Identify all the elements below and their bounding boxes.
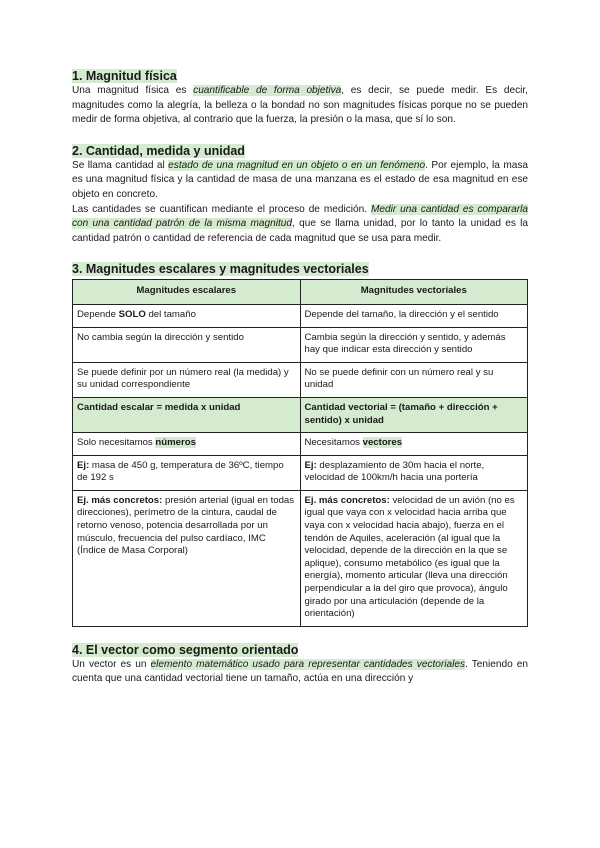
table-header-row (73, 280, 528, 305)
text: . Teniendo en cuenta que una cantidad vectorial tiene un tamaño, actúa en una dirección y (72, 658, 528, 685)
table-cell (300, 433, 528, 456)
table-row (73, 362, 528, 397)
table-cell: No cambia según la dirección y sentido (73, 327, 301, 362)
highlight: vectores (362, 437, 403, 449)
bold-text: Ej: (77, 459, 90, 471)
text: del tamaño (145, 308, 196, 320)
highlight: estado de una magnitud en un objeto o en un fenómeno (168, 159, 426, 171)
table-cell: Se puede definir por un número real (la medida) y su unidad correspondiente (73, 362, 301, 397)
table-cell: Depende del tamaño, la dirección y el sentido (300, 304, 528, 327)
table-row (73, 433, 528, 456)
section-4-paragraph (72, 658, 528, 687)
section-3-heading (72, 261, 528, 277)
text: , es decir, se puede medir. Es decir, magnitudes como la alegría, la belleza o la bondad no son magnitudes físicas porque no se pueden medir de forma objetiva, al contrario que la fuerza, la presión o la masa, que sí lo son. (72, 85, 528, 126)
text: velocidad de un avión (no es igual que vaya con x velocidad hacia arriba que vaya con x velocidad hacia abajo), fuerza en el tendón de Aquiles, aceleración (al igual que la velocidad, depende de la dirección en la que se aplique), consumo metabólico (es igual que la energía), momento articular (lleva una dirección perpendicular a la del giro que provoca), ángulo girado por una articulación (depende de la orientación) (304, 494, 515, 620)
table-cell: Cantidad escalar = medida x unidad (73, 397, 301, 432)
section-2-paragraph-1 (72, 159, 528, 203)
bold-text: Ej. más concretos: (304, 494, 390, 506)
table-cell (73, 455, 301, 490)
text: Una magnitud física es (72, 85, 194, 96)
table-header: Magnitudes vectoriales (300, 280, 528, 305)
text: Depende (77, 308, 119, 320)
highlight: cuantificable de forma objetiva (193, 85, 342, 96)
text: Se llama cantidad al (72, 159, 169, 171)
bold-text: SOLO (118, 308, 146, 320)
section-2-paragraph-2 (72, 203, 528, 247)
table-cell: No se puede definir con un número real y su unidad (300, 362, 528, 397)
section-4-title: 4. El vector como segmento orientado (72, 642, 299, 657)
table-row (73, 304, 528, 327)
section-1-paragraph (72, 84, 528, 128)
table-cell (73, 490, 301, 626)
section-1-heading (72, 68, 528, 84)
table-row (73, 327, 528, 362)
table-cell (73, 304, 301, 327)
text: . Por ejemplo, la masa es una magnitud física y la cantidad de masa de una manzana es el estado de esa magnitud en ese objeto en concreto. (72, 159, 529, 200)
section-3-title: 3. Magnitudes escalares y magnitudes vectoriales (72, 262, 369, 277)
table-cell: Cantidad vectorial = (tamaño + dirección + sentido) x unidad (300, 397, 528, 432)
section-1-title: 1. Magnitud física (72, 69, 177, 83)
text: masa de 450 g, temperatura de 36ºC, tiempo de 192 s (77, 459, 284, 484)
table-row (73, 490, 528, 626)
bold-text: Ej: (304, 459, 317, 471)
text: Solo necesitamos (77, 437, 156, 449)
table-cell (300, 490, 528, 626)
highlight: números (155, 437, 196, 449)
comparison-table (72, 279, 528, 626)
text: Un vector es un (72, 658, 151, 670)
text: Necesitamos (304, 437, 363, 449)
table-cell: Cambia según la dirección y sentido, y además hay que indicar esta dirección y sentido (300, 327, 528, 362)
text: , que se llama unidad, por lo tanto la unidad es la cantidad patrón o cantidad de referencia de cada magnitud que se usa para medir. (72, 218, 529, 244)
highlight: elemento matemático usado para representar cantidades vectoriales (150, 658, 466, 670)
text: presión arterial (igual en todas direcciones), perímetro de la cintura, caudal de retorno venoso, potencia desarrollada por un músculo, frecuencia del pulso cardíaco, IMC (Índice de Masa Corporal) (77, 494, 295, 557)
table-cell (73, 433, 301, 456)
section-2-heading (72, 143, 528, 159)
table-header: Magnitudes escalares (73, 280, 301, 305)
document-page (72, 68, 528, 687)
bold-text: Ej. más concretos: (77, 494, 163, 506)
table-row (73, 397, 528, 432)
text: desplazamiento de 30m hacia el norte, velocidad de 100km/h hacia una portería (304, 459, 485, 484)
highlight: Medir una cantidad es compararla con una cantidad patrón de la misma magnitud (72, 203, 528, 230)
text: Las cantidades se cuantifican mediante el proceso de medición. (72, 203, 371, 215)
table-cell (300, 455, 528, 490)
section-2-title: 2. Cantidad, medida y unidad (72, 143, 245, 158)
section-4-heading (72, 642, 528, 658)
table-row (73, 455, 528, 490)
